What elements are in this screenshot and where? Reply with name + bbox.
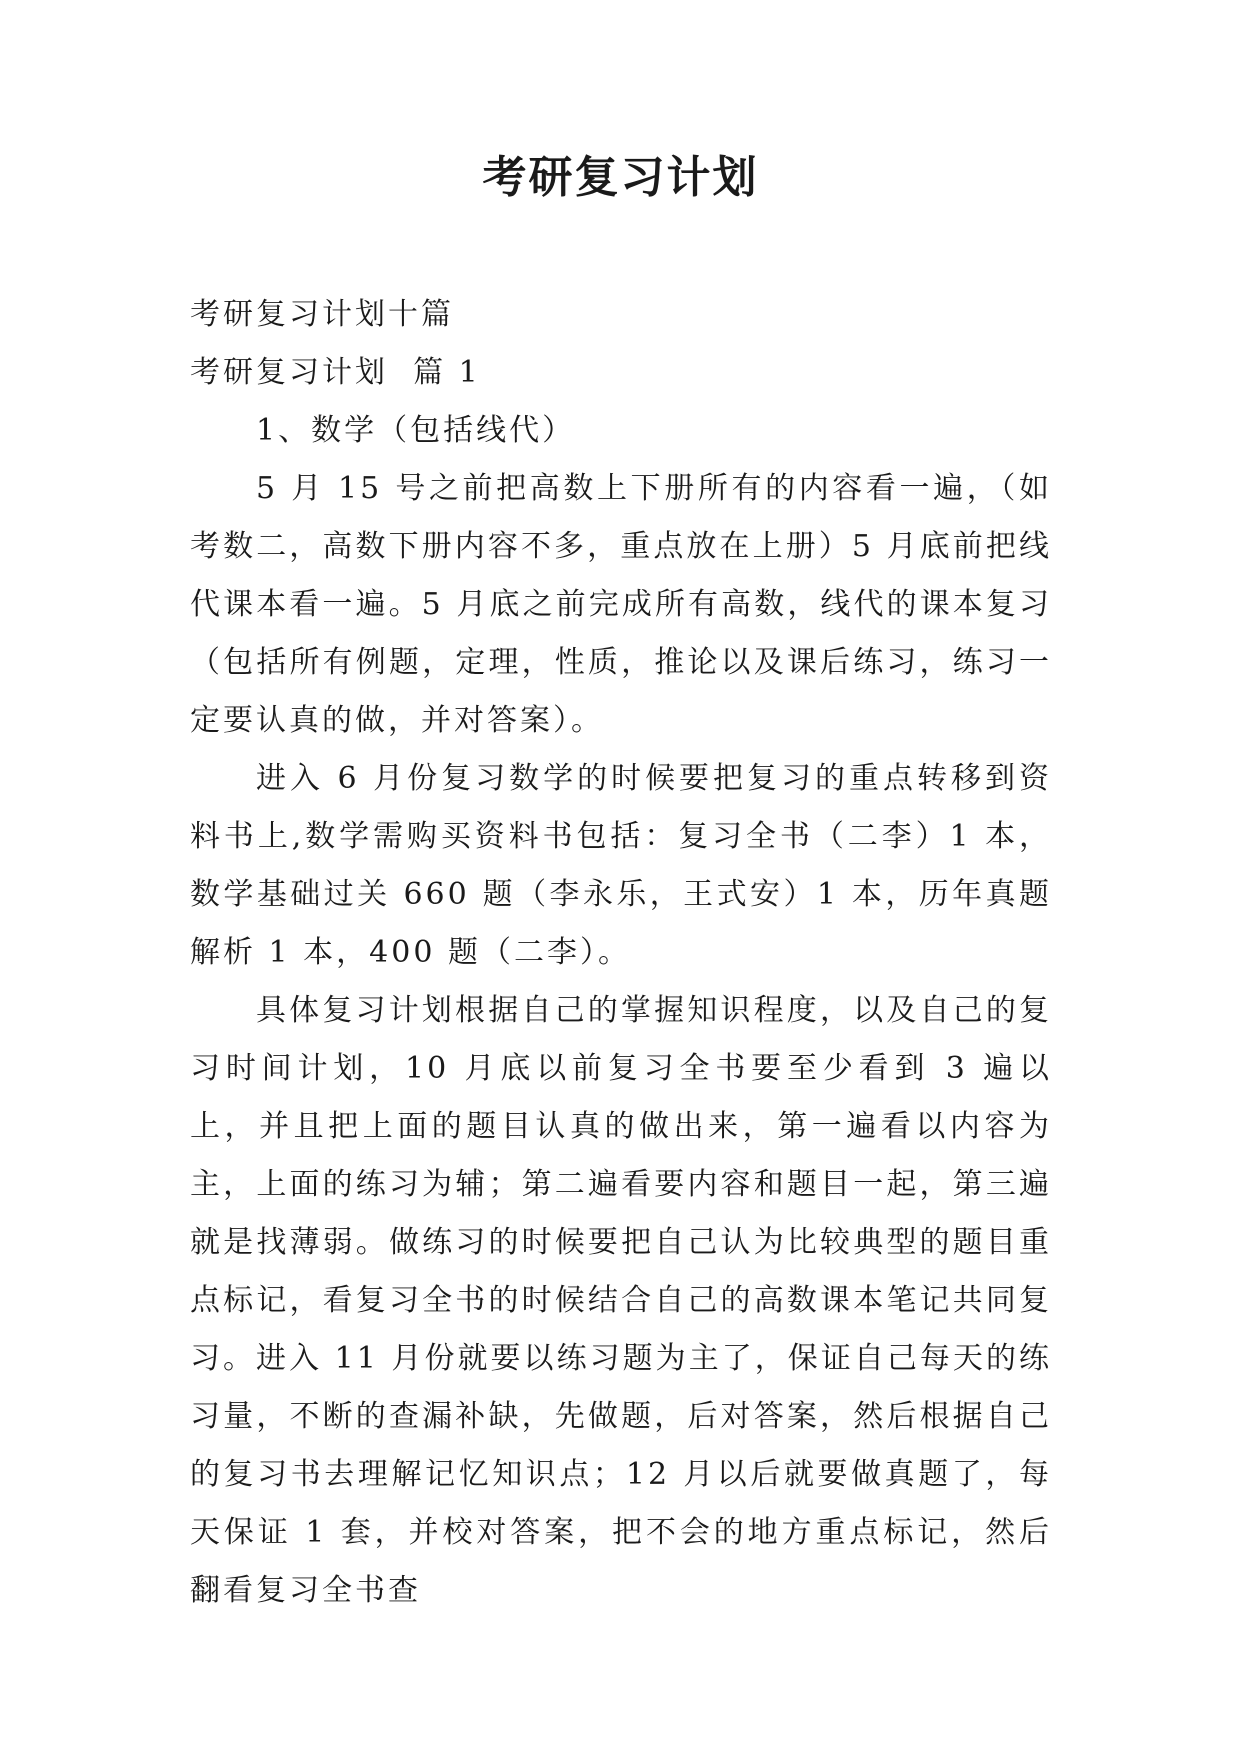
- paragraph: 1、数学（包括线代）: [256, 413, 576, 448]
- paragraph: 进入 6 月份复习数学的时候要把复习的重点转移到资料书上,数学需购买资料书包括：复习全书（二李）1 本，数学基础过关 660 题（李永乐，王式安）1 本，历年真题解析 1 本，400 题（二李）。: [190, 761, 1052, 970]
- document-body: [190, 286, 1052, 1620]
- section-heading: 考研复习计划 篇 1: [190, 355, 481, 390]
- paragraph: 5 月 15 号之前把高数上下册所有的内容看一遍，（如考数二，高数下册内容不多，重点放在上册）5 月底前把线代课本看一遍。5 月底之前完成所有高数，线代的课本复习（包括所有例题，定理，性质，推论以及课后练习，练习一定要认真的做，并对答案）。: [190, 471, 1052, 738]
- paragraph: 具体复习计划根据自己的掌握知识程度，以及自己的复习时间计划，10 月底以前复习全书要至少看到 3 遍以上，并且把上面的题目认真的做出来，第一遍看以内容为主，上面的练习为辅；第二遍看要内容和题目一起，第三遍就是找薄弱。做练习的时候要把自己认为比较典型的题目重点标记，看复习全书的时候结合自己的高数课本笔记共同复习。进入 11 月份就要以练习题为主了，保证自己每天的练习量，不断的查漏补缺，先做题，后对答案，然后根据自己的复习书去理解记忆知识点；12 月以后就要做真题了，每天保证 1 套，并校对答案，把不会的地方重点标记，然后翻看复习全书查: [190, 993, 1052, 1608]
- document-title: 考研复习计划: [482, 152, 759, 203]
- document-subtitle: 考研复习计划十篇: [190, 297, 454, 332]
